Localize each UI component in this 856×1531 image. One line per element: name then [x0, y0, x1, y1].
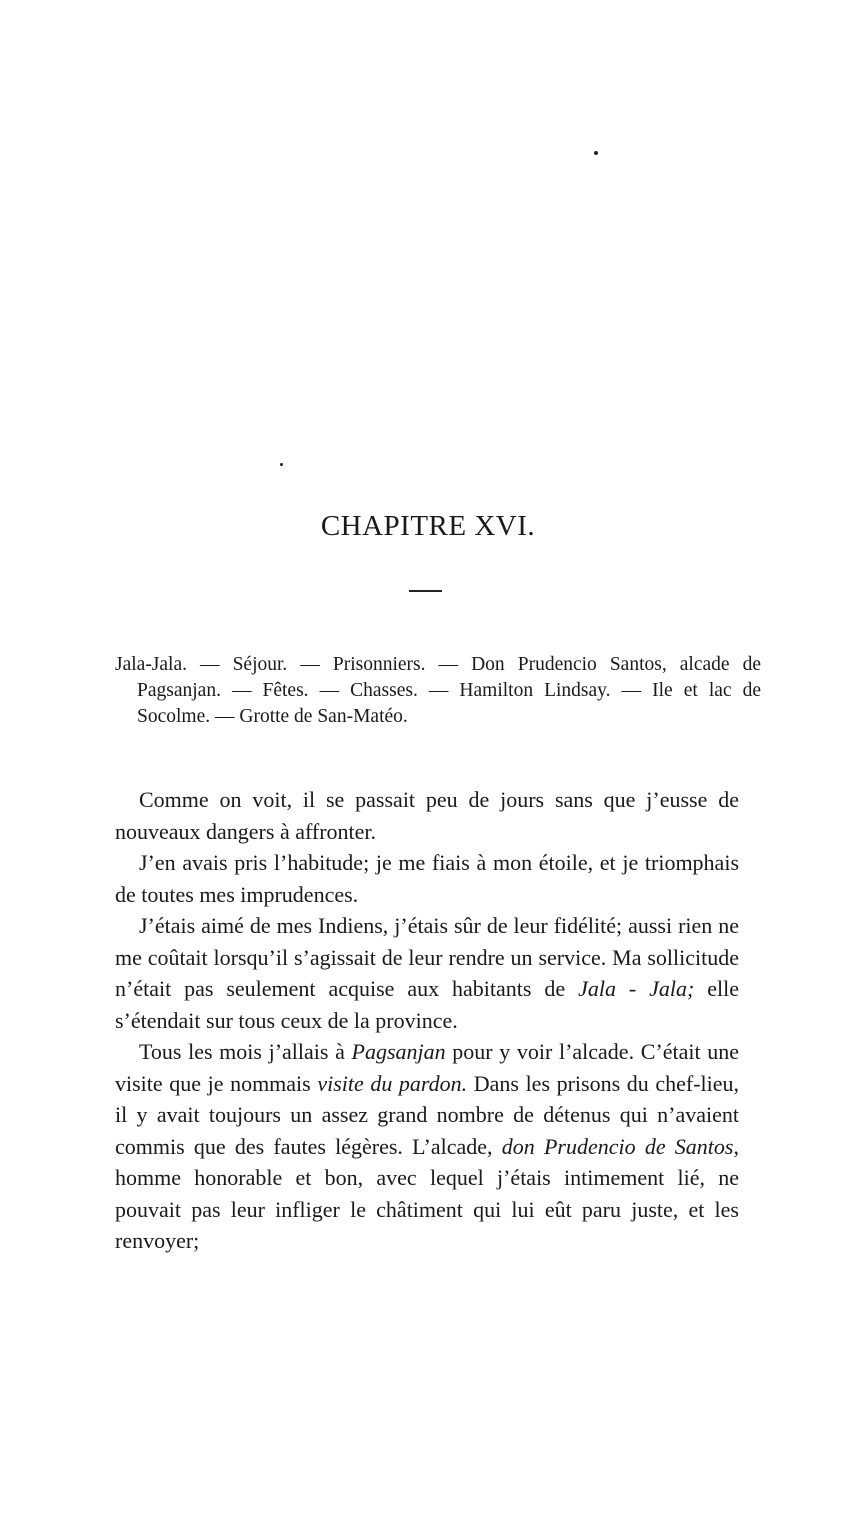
paragraph-4-text-b: pour y voir l’alcade. C’était une visite que je nommais [115, 1039, 739, 1096]
chapter-rule [409, 590, 442, 592]
paragraph-4 [115, 1036, 739, 1257]
paragraph-2: J’en avais pris l’habitude; je me fiais à mon étoile, et je triomphais de toutes mes imprudences. [115, 850, 739, 907]
body-text [115, 784, 739, 1257]
chapter-title: CHAPITRE XVI. [320, 510, 536, 542]
paragraph-4-text-c: Dans les prisons du chef-lieu, il y avait toujours un assez grand nombre de détenus qui n’avaient commis que des fautes légères. L’alcade, [115, 1070, 740, 1159]
visit-name: visite du pardon. [317, 1070, 468, 1096]
paragraph-1: Comme on voit, il se passait peu de jours sans que j’eusse de nouveaux dangers à affronter. [115, 787, 739, 844]
place-name-pagsanjan: Pagsanjan [351, 1039, 446, 1064]
chapter-summary: Jala-Jala. — Séjour. — Prisonniers. — Don Prudencio Santos, alcade de Pagsanjan. — Fêtes. — Chasses. — Hamilton Lindsay. — Ile et lac de Socolme. — Grotte de San-Matéo. [115, 654, 761, 727]
person-name: don Prudencio de Santos [501, 1133, 734, 1159]
paragraph-3-text-a: J’étais aimé de mes Indiens, j’étais sûr de leur fidélité; aussi rien ne me coûtait lorsqu’il s’agissait de leur rendre un service. Ma sollicitude n’était pas seulement acquise aux habitants de [115, 913, 739, 1001]
paragraph-3-text-b: elle s’étendait sur tous ceux de la province. [115, 976, 740, 1033]
print-speck [594, 151, 598, 155]
print-speck [280, 463, 283, 466]
paragraph-4-text-a: Tous les mois j’allais à [139, 1039, 352, 1064]
paragraph-3 [115, 910, 739, 1036]
paragraph-4-text-d: , homme honorable et bon, avec lequel j’étais intimement lié, ne pouvait pas leur infliger le châtiment qui lui eût paru juste, et les renvoyer; [115, 1133, 739, 1253]
place-name-jala-jala: Jala - Jala; [578, 976, 695, 1001]
